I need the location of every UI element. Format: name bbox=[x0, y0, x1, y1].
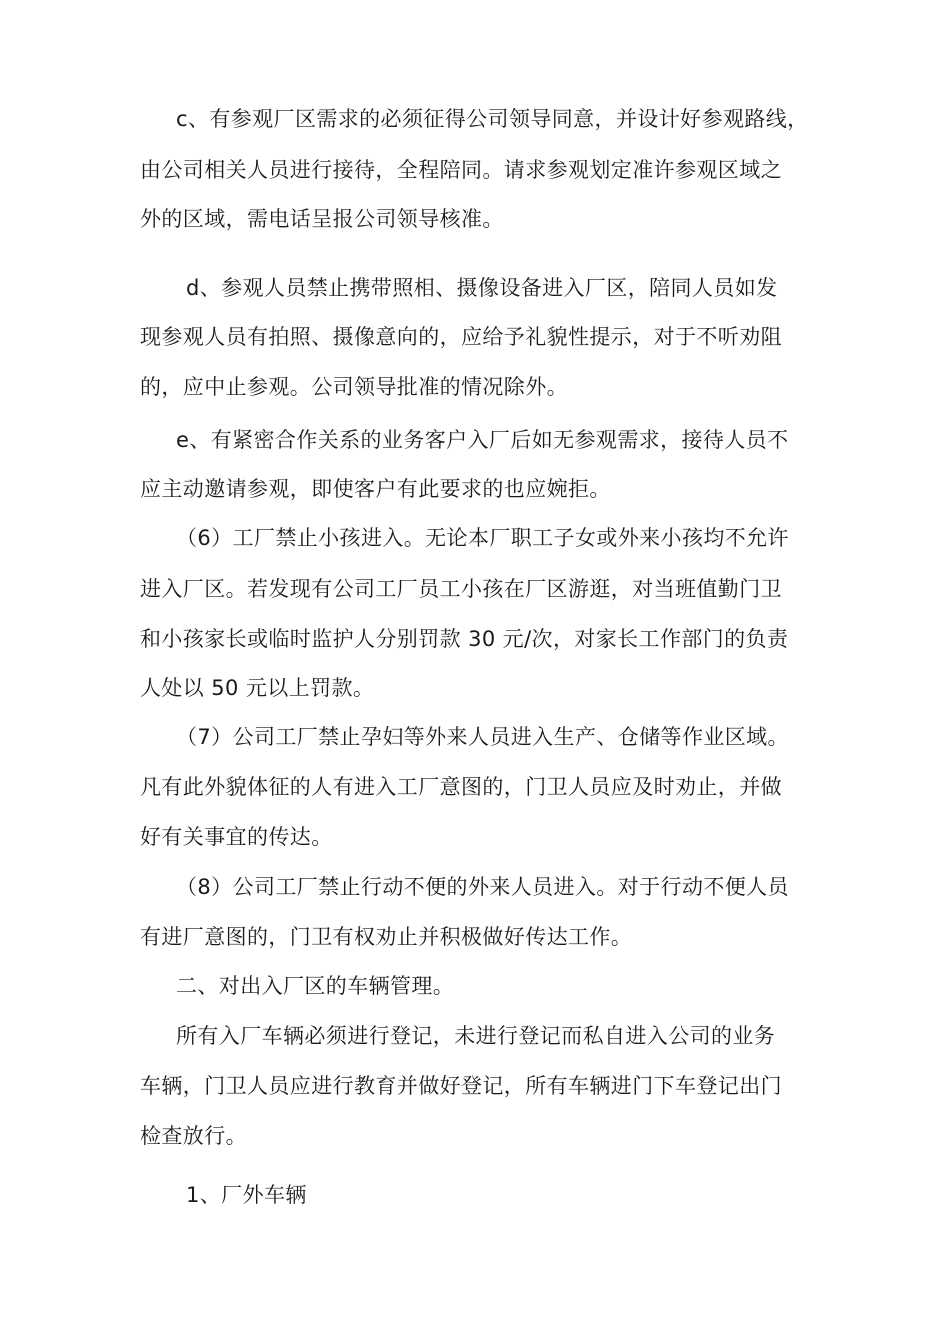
paragraph-e-line-1: e、有紧密合作关系的业务客户入厂后如无参观需求，接待人员不 bbox=[176, 428, 789, 452]
paragraph-7-line-3: 好有关事宜的传达。 bbox=[140, 825, 333, 849]
paragraph-7-line-2: 凡有此外貌体征的人有进入工厂意图的，门卫人员应及时劝止，并做 bbox=[140, 775, 782, 799]
paragraph-6-line-2: 进入厂区。若发现有公司工厂员工小孩在厂区游逛，对当班值勤门卫 bbox=[140, 577, 782, 601]
paragraph-6-line-3: 和小孩家长或临时监护人分别罚款 30 元/次，对家长工作部门的负责 bbox=[140, 627, 789, 651]
paragraph-6-line-4: 人处以 50 元以上罚款。 bbox=[140, 676, 375, 700]
paragraph-8-line-2: 有进厂意图的，门卫有权劝止并积极做好传达工作。 bbox=[140, 925, 633, 949]
paragraph-6-line-1: （6）工厂禁止小孩进入。无论本厂职工子女或外来小孩均不允许 bbox=[176, 526, 789, 550]
paragraph-vehicles-line-3: 检查放行。 bbox=[140, 1124, 247, 1148]
paragraph-7-line-1: （7）公司工厂禁止孕妇等外来人员进入生产、仓储等作业区域。 bbox=[176, 725, 789, 749]
paragraph-d-line-2: 现参观人员有拍照、摄像意向的，应给予礼貌性提示，对于不听劝阻 bbox=[140, 325, 782, 349]
paragraph-vehicles-line-1: 所有入厂车辆必须进行登记，未进行登记而私自进入公司的业务 bbox=[176, 1024, 776, 1048]
paragraph-d-line-3: 的，应中止参观。公司领导批准的情况除外。 bbox=[140, 375, 568, 399]
paragraph-e-line-2: 应主动邀请参观，即使客户有此要求的也应婉拒。 bbox=[140, 477, 611, 501]
paragraph-c-line-1: c、有参观厂区需求的必须征得公司领导同意，并设计好参观路线， bbox=[176, 107, 809, 131]
section-heading-vehicles: 二、对出入厂区的车辆管理。 bbox=[176, 974, 455, 998]
paragraph-c-line-2: 由公司相关人员进行接待，全程陪同。请求参观划定准许参观区域之 bbox=[140, 158, 782, 182]
subheading-external-vehicles: 1、厂外车辆 bbox=[186, 1183, 307, 1207]
paragraph-vehicles-line-2: 车辆，门卫人员应进行教育并做好登记，所有车辆进门下车登记出门 bbox=[140, 1074, 782, 1098]
paragraph-c-line-3: 外的区域，需电话呈报公司领导核准。 bbox=[140, 207, 504, 231]
paragraph-d-line-1: d、参观人员禁止携带照相、摄像设备进入厂区，陪同人员如发 bbox=[186, 276, 778, 300]
paragraph-8-line-1: （8）公司工厂禁止行动不便的外来人员进入。对于行动不便人员 bbox=[176, 875, 789, 899]
